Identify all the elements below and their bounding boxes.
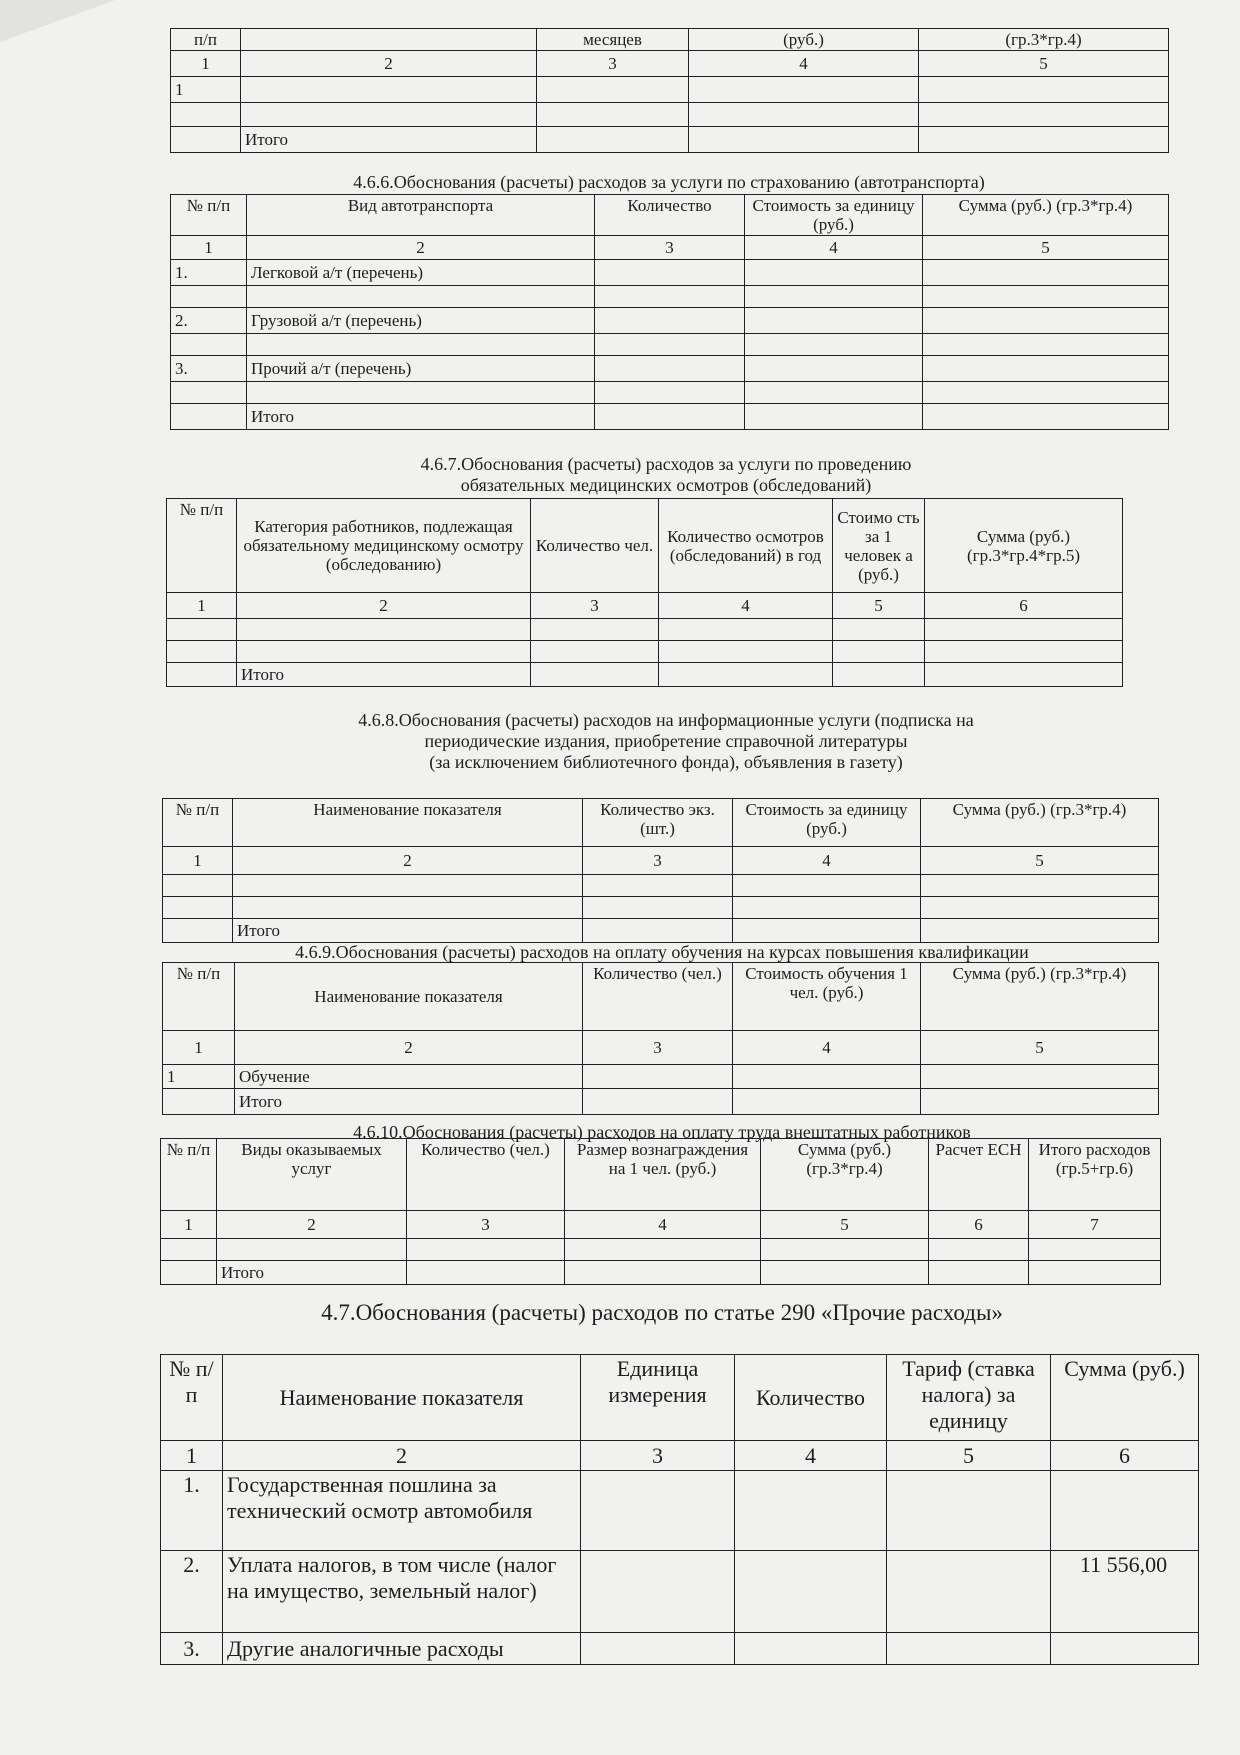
column-number: 4 <box>745 236 923 260</box>
header-cell: Наименование показателя <box>233 799 583 847</box>
cell <box>735 1471 887 1551</box>
title-line: периодические издания, приобретение справочной литературы <box>424 731 908 751</box>
cell <box>735 1633 887 1665</box>
information-table <box>162 798 1159 943</box>
cell <box>745 382 923 404</box>
cell <box>581 1551 735 1633</box>
cell <box>923 356 1169 382</box>
column-number: 5 <box>833 593 925 619</box>
header-cell: (руб.) <box>689 29 919 51</box>
header-cell: п/п <box>171 29 241 51</box>
column-number: 4 <box>733 1031 921 1065</box>
cell <box>247 334 595 356</box>
table-row <box>171 286 1169 308</box>
total-row <box>163 1089 1159 1115</box>
total-row <box>171 127 1169 153</box>
row-name <box>241 77 537 103</box>
cell <box>689 127 919 153</box>
row-number: 1. <box>161 1471 223 1551</box>
header-cell: Сумма (руб.) (гр.3*гр.4) <box>921 799 1159 847</box>
cell <box>537 127 689 153</box>
cell <box>565 1261 761 1285</box>
cell <box>233 897 583 919</box>
row-number: 2. <box>171 308 247 334</box>
column-number: 1 <box>163 847 233 875</box>
table-continued <box>170 28 1169 153</box>
row-number: 1. <box>171 260 247 286</box>
column-number: 6 <box>925 593 1123 619</box>
cell <box>171 334 247 356</box>
header-cell: Количество осмотров (обследований) в год <box>659 499 833 593</box>
cell <box>887 1633 1051 1665</box>
row-number: 3. <box>161 1633 223 1665</box>
header-cell: Стоимо сть за 1 человек а (руб.) <box>833 499 925 593</box>
header-cell: Итого расходов (гр.5+гр.6) <box>1029 1139 1161 1211</box>
column-number: 2 <box>241 51 537 77</box>
column-number: 5 <box>923 236 1169 260</box>
section-title-4-6-9: 4.6.9.Обоснования (расчеты) расходов на оплату обучения на курсах повышения квалификации <box>295 942 1029 962</box>
column-number: 1 <box>167 593 237 619</box>
column-number: 1 <box>163 1031 235 1065</box>
cell <box>745 334 923 356</box>
cell <box>919 103 1169 127</box>
table-row <box>171 103 1169 127</box>
cell <box>887 1471 1051 1551</box>
cell <box>733 919 921 943</box>
column-number: 4 <box>735 1441 887 1471</box>
freelance-table-block <box>160 1138 1161 1285</box>
header-cell: Расчет ЕСН <box>929 1139 1029 1211</box>
cell <box>745 260 923 286</box>
column-number: 3 <box>407 1211 565 1239</box>
cell <box>659 663 833 687</box>
cell <box>733 1065 921 1089</box>
title-line: 4.6.7.Обоснования (расчеты) расходов за услуги по проведению <box>420 454 912 474</box>
table-row <box>161 1633 1199 1665</box>
cell <box>887 1551 1051 1633</box>
cell <box>833 663 925 687</box>
cell <box>689 103 919 127</box>
cell <box>407 1261 565 1285</box>
row-name: Обучение <box>235 1065 583 1089</box>
table-row <box>171 77 1169 103</box>
cell <box>761 1261 929 1285</box>
header-cell: Стоимость за единицу (руб.) <box>733 799 921 847</box>
table-row <box>171 260 1169 286</box>
amount-cell: 11 556,00 <box>1051 1551 1199 1633</box>
cell <box>745 286 923 308</box>
row-number: 1 <box>163 1065 235 1089</box>
table-row <box>171 308 1169 334</box>
training-table <box>162 962 1159 1115</box>
cell <box>595 382 745 404</box>
information-table-block <box>162 798 1159 943</box>
total-row <box>161 1261 1161 1285</box>
cell <box>921 1065 1159 1089</box>
title-line: обязательных медицинских осмотров (обследований) <box>460 475 872 495</box>
cell <box>237 641 531 663</box>
cell <box>733 875 921 897</box>
cell <box>171 103 241 127</box>
cell <box>531 619 659 641</box>
cell <box>167 663 237 687</box>
cell <box>247 286 595 308</box>
cell <box>929 1239 1029 1261</box>
cell <box>923 334 1169 356</box>
cell <box>163 875 233 897</box>
section-title-4-6-7 <box>166 454 1166 496</box>
training-table-block <box>162 962 1159 1115</box>
section-title-4-7: 4.7.Обоснования (расчеты) расходов по статье 290 «Прочие расходы» <box>321 1300 1003 1325</box>
column-number: 7 <box>1029 1211 1161 1239</box>
column-number: 1 <box>171 51 241 77</box>
freelance-table <box>160 1138 1161 1285</box>
header-cell: Сумма (руб.) (гр.3*гр.4) <box>761 1139 929 1211</box>
total-label: Итого <box>233 919 583 943</box>
column-number: 1 <box>161 1211 217 1239</box>
total-label: Итого <box>241 127 537 153</box>
header-cell: Вид автотранспорта <box>247 195 595 236</box>
table-row <box>171 382 1169 404</box>
cell <box>241 103 537 127</box>
cell <box>163 1089 235 1115</box>
cell <box>167 619 237 641</box>
section-title-4-6-10: 4.6.10.Обоснования (расчеты) расходов на оплату труда внештатных работников <box>353 1122 971 1142</box>
table-row <box>171 334 1169 356</box>
cell <box>595 308 745 334</box>
table-row <box>171 356 1169 382</box>
column-number: 2 <box>247 236 595 260</box>
header-cell <box>241 29 537 51</box>
cell <box>925 619 1123 641</box>
other-expenses-table-block <box>160 1354 1199 1665</box>
header-cell: Наименование показателя <box>235 963 583 1031</box>
row-name: Грузовой а/т (перечень) <box>247 308 595 334</box>
header-cell: Единица измерения <box>581 1355 735 1441</box>
column-number: 5 <box>887 1441 1051 1471</box>
cell <box>537 103 689 127</box>
column-number: 2 <box>217 1211 407 1239</box>
cell <box>581 1471 735 1551</box>
row-number: 1 <box>171 77 241 103</box>
row-number: 2. <box>161 1551 223 1633</box>
cell <box>233 875 583 897</box>
row-name: Государственная пошлина за технический осмотр автомобиля <box>223 1471 581 1551</box>
header-cell: месяцев <box>537 29 689 51</box>
cell <box>929 1261 1029 1285</box>
cell <box>923 286 1169 308</box>
cell <box>733 1089 921 1115</box>
row-name: Легковой а/т (перечень) <box>247 260 595 286</box>
cell <box>1051 1633 1199 1665</box>
header-cell: № п/п <box>161 1355 223 1441</box>
cell <box>583 1089 733 1115</box>
cell <box>583 1065 733 1089</box>
table-row <box>163 897 1159 919</box>
header-cell: Сумма (руб.) (гр.3*гр.4) <box>923 195 1169 236</box>
cell <box>171 404 247 430</box>
cell <box>407 1239 565 1261</box>
column-number: 3 <box>531 593 659 619</box>
header-cell: Сумма (руб.) (гр.3*гр.4) <box>921 963 1159 1031</box>
column-number: 1 <box>161 1441 223 1471</box>
header-cell: Количество (чел.) <box>583 963 733 1031</box>
cell <box>1029 1239 1161 1261</box>
cell <box>923 308 1169 334</box>
header-cell: Сумма (руб.) (гр.3*гр.4*гр.5) <box>925 499 1123 593</box>
header-cell: № п/п <box>161 1139 217 1211</box>
cell <box>921 875 1159 897</box>
cell <box>595 286 745 308</box>
cell <box>659 641 833 663</box>
table-row <box>161 1471 1199 1551</box>
total-label: Итого <box>235 1089 583 1115</box>
cell <box>595 334 745 356</box>
cell <box>171 382 247 404</box>
cell <box>921 1089 1159 1115</box>
table-row <box>161 1551 1199 1633</box>
cell <box>595 260 745 286</box>
cell <box>247 382 595 404</box>
column-number: 3 <box>581 1441 735 1471</box>
header-cell: Размер вознаграждения на 1 чел. (руб.) <box>565 1139 761 1211</box>
insurance-table-block <box>170 194 1169 430</box>
total-row <box>167 663 1123 687</box>
cell <box>761 1239 929 1261</box>
table-row <box>161 1239 1161 1261</box>
cell <box>923 404 1169 430</box>
section-title-4-6-8 <box>166 710 1166 773</box>
cell <box>1029 1261 1161 1285</box>
header-cell: Количество <box>735 1355 887 1441</box>
header-cell: Сумма (руб.) <box>1051 1355 1199 1441</box>
cell <box>745 356 923 382</box>
column-number: 3 <box>595 236 745 260</box>
cell <box>171 286 247 308</box>
header-cell: Виды оказываемых услуг <box>217 1139 407 1211</box>
header-cell: Наименование показателя <box>223 1355 581 1441</box>
header-cell: № п/п <box>171 195 247 236</box>
header-cell: Тариф (ставка налога) за единицу <box>887 1355 1051 1441</box>
cell <box>167 641 237 663</box>
cell <box>161 1261 217 1285</box>
column-number: 5 <box>921 1031 1159 1065</box>
column-number: 2 <box>237 593 531 619</box>
cell <box>581 1633 735 1665</box>
column-number: 4 <box>733 847 921 875</box>
page-fold <box>0 0 120 60</box>
total-label: Итого <box>217 1261 407 1285</box>
header-cell: Количество (чел.) <box>407 1139 565 1211</box>
table-row <box>163 1065 1159 1089</box>
row-name: Прочий а/т (перечень) <box>247 356 595 382</box>
cell <box>923 382 1169 404</box>
header-cell: Количество экз. (шт.) <box>583 799 733 847</box>
cell <box>595 404 745 430</box>
header-cell: № п/п <box>167 499 237 593</box>
cell <box>659 619 833 641</box>
column-number: 2 <box>223 1441 581 1471</box>
cell <box>689 77 919 103</box>
cell <box>217 1239 407 1261</box>
column-number: 3 <box>583 847 733 875</box>
other-expenses-table <box>160 1354 1199 1665</box>
row-number: 3. <box>171 356 247 382</box>
column-number: 4 <box>659 593 833 619</box>
cell <box>161 1239 217 1261</box>
table-row <box>163 875 1159 897</box>
header-cell: Стоимость за единицу (руб.) <box>745 195 923 236</box>
table-row <box>167 641 1123 663</box>
column-number: 5 <box>919 51 1169 77</box>
header-cell: (гр.3*гр.4) <box>919 29 1169 51</box>
header-cell: № п/п <box>163 799 233 847</box>
medical-table-block <box>166 498 1123 687</box>
cell <box>925 641 1123 663</box>
column-number: 2 <box>233 847 583 875</box>
column-number: 1 <box>171 236 247 260</box>
header-cell: Количество <box>595 195 745 236</box>
column-number: 5 <box>761 1211 929 1239</box>
column-number: 3 <box>537 51 689 77</box>
header-cell: Стоимость обучения 1 чел. (руб.) <box>733 963 921 1031</box>
cell <box>923 260 1169 286</box>
cell <box>537 77 689 103</box>
row-name: Другие аналогичные расходы <box>223 1633 581 1665</box>
cell <box>583 919 733 943</box>
row-name: Уплата налогов, в том числе (налог на имущество, земельный налог) <box>223 1551 581 1633</box>
cell <box>745 308 923 334</box>
total-row <box>171 404 1169 430</box>
cell <box>595 356 745 382</box>
column-number: 2 <box>235 1031 583 1065</box>
header-cell: № п/п <box>163 963 235 1031</box>
cell <box>925 663 1123 687</box>
cell <box>583 875 733 897</box>
column-number: 3 <box>583 1031 733 1065</box>
medical-table <box>166 498 1123 687</box>
column-number: 6 <box>1051 1441 1199 1471</box>
cell <box>833 641 925 663</box>
cell <box>531 663 659 687</box>
cell <box>733 897 921 919</box>
cell <box>919 77 1169 103</box>
table-continued-block <box>170 28 1169 153</box>
cell <box>921 919 1159 943</box>
cell <box>1051 1471 1199 1551</box>
column-number: 6 <box>929 1211 1029 1239</box>
cell <box>171 127 241 153</box>
table-row <box>167 619 1123 641</box>
column-number: 4 <box>565 1211 761 1239</box>
header-cell: Количество чел. <box>531 499 659 593</box>
cell <box>531 641 659 663</box>
total-row <box>163 919 1159 943</box>
total-label: Итого <box>247 404 595 430</box>
total-label: Итого <box>237 663 531 687</box>
column-number: 4 <box>689 51 919 77</box>
title-line: 4.6.8.Обоснования (расчеты) расходов на информационные услуги (подписка на <box>358 710 974 730</box>
column-number: 5 <box>921 847 1159 875</box>
cell <box>237 619 531 641</box>
cell <box>921 897 1159 919</box>
title-line: (за исключением библиотечного фонда), объявления в газету) <box>429 752 903 772</box>
cell <box>583 897 733 919</box>
insurance-table <box>170 194 1169 430</box>
cell <box>745 404 923 430</box>
cell <box>833 619 925 641</box>
cell <box>163 897 233 919</box>
cell <box>919 127 1169 153</box>
header-cell: Категория работников, подлежащая обязательному медицинскому осмотру (обследованию) <box>237 499 531 593</box>
cell <box>565 1239 761 1261</box>
cell <box>163 919 233 943</box>
cell <box>735 1551 887 1633</box>
section-title-4-6-6: 4.6.6.Обоснования (расчеты) расходов за услуги по страхованию (автотранспорта) <box>353 172 985 192</box>
